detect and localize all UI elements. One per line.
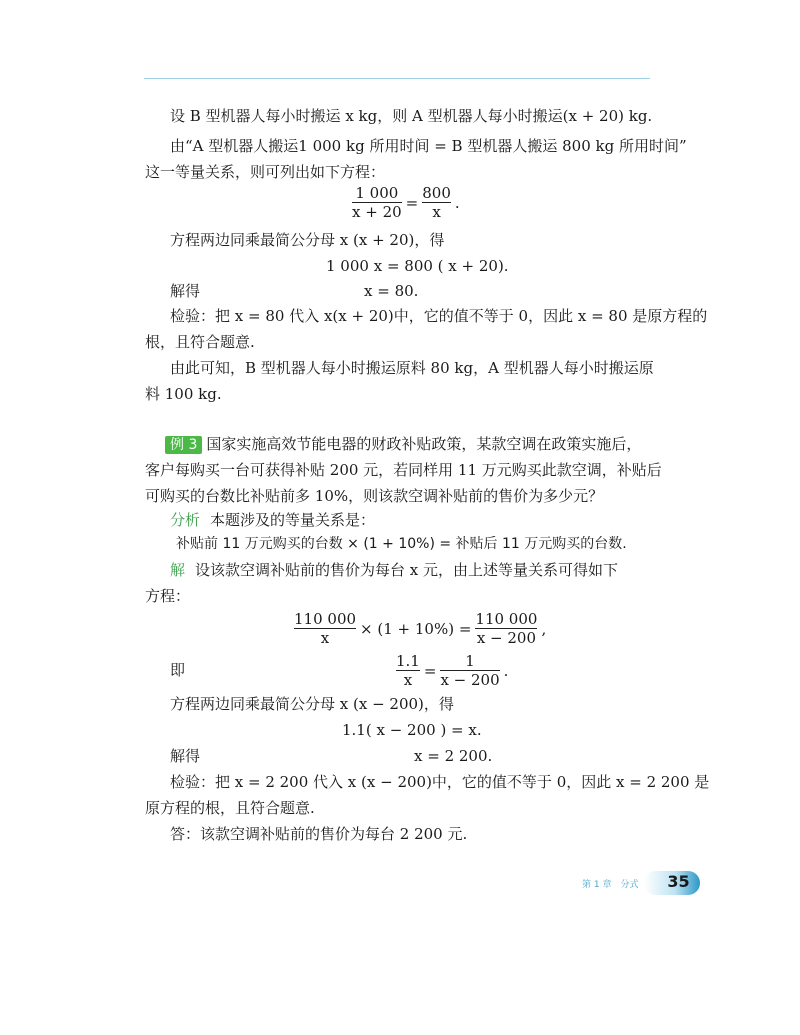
denominator: x − 200 — [440, 671, 500, 689]
denominator: x — [432, 203, 441, 221]
punctuation: , — [541, 619, 547, 638]
solve-label: 解得 — [170, 282, 201, 300]
example-line: 客户每购买一台可获得补贴 200 元，若同样用 11 万元购买此款空调，补贴后 — [145, 461, 662, 479]
fraction — [294, 610, 356, 647]
solve-value: x = 80. — [364, 282, 419, 300]
solve-label: 解得 — [170, 747, 201, 765]
fraction — [352, 184, 402, 221]
numerator: 1 000 — [355, 184, 399, 202]
text-line: 设 B 型机器人每小时搬运 x kg，则 A 型机器人每小时搬运(x + 20) kg. — [170, 107, 653, 125]
relation-line: 补贴前 11 万元购买的台数 × (1 + 10%) = 补贴后 11 万元购买的台数. — [176, 536, 627, 552]
fraction — [422, 184, 451, 221]
text-line: 检验：把 x = 80 代入 x(x + 20)中，它的值不等于 0，因此 x = 80 是原方程的 — [170, 307, 708, 325]
punctuation: . — [454, 193, 460, 212]
numerator: 1 — [465, 652, 475, 670]
text-line: 由此可知，B 型机器人每小时搬运原料 80 kg，A 型机器人每小时搬运原 — [170, 359, 654, 377]
chapter-label: 第 1 章 分式 — [582, 879, 639, 890]
page-footer — [582, 870, 700, 896]
text-line: 方程两边同乘最简公分母 x (x − 200)，得 — [170, 695, 454, 713]
equation-4 — [396, 652, 508, 689]
fraction — [396, 652, 420, 689]
text-line: 方程两边同乘最简公分母 x (x + 20)，得 — [170, 231, 445, 249]
operator-text: × (1 + 10%) = — [360, 619, 472, 638]
text-line: 料 100 kg. — [145, 385, 222, 403]
text-line: 这一等量关系，则可列出如下方程： — [145, 163, 386, 181]
example-line: 可购买的台数比补贴前多 10%，则该款空调补贴前的售价为多少元？ — [145, 487, 604, 505]
solution-line — [170, 560, 618, 580]
text-line: 由“A 型机器人搬运1 000 kg 所用时间 = B 型机器人搬运 800 kg 所用时间” — [170, 137, 687, 155]
numerator: 800 — [422, 184, 451, 202]
numerator: 110 000 — [475, 610, 538, 628]
fraction — [475, 610, 537, 647]
answer-line: 答：该款空调补贴前的售价为每台 2 200 元. — [170, 825, 468, 843]
denominator: x + 20 — [352, 203, 402, 221]
equation-1 — [352, 184, 460, 221]
equation-5: 1.1( x − 200 ) = x. — [342, 721, 482, 739]
page-number-badge — [644, 871, 700, 895]
numerator: 1.1 — [396, 652, 420, 670]
page-number: 35 — [667, 872, 690, 891]
denominator: x — [320, 629, 330, 647]
equation-2: 1 000 x = 800 ( x + 20). — [326, 257, 509, 275]
text-line: 方程： — [145, 587, 191, 605]
numerator: 110 000 — [294, 610, 357, 628]
equals-sign: = — [423, 661, 437, 680]
solve-value: x = 2 200. — [414, 747, 493, 765]
analysis-line — [170, 510, 375, 530]
analysis-label: 分析 — [170, 511, 201, 529]
denominator: x − 200 — [476, 629, 537, 647]
header-rule — [144, 78, 650, 79]
text-line: 检验：把 x = 2 200 代入 x (x − 200)中，它的值不等于 0，因此 x = 2 200 是 — [170, 773, 710, 791]
example-badge: 例 3 — [165, 436, 202, 454]
equals-sign: = — [405, 193, 419, 212]
denominator: x — [403, 671, 413, 689]
punctuation: . — [503, 661, 509, 680]
fraction — [440, 652, 499, 689]
equation-3 — [294, 610, 546, 647]
text-line: 根，且符合题意. — [145, 333, 255, 351]
text-line: 原方程的根，且符合题意. — [145, 799, 315, 817]
example-line — [165, 434, 641, 454]
solution-label: 解 — [170, 561, 186, 579]
solution-text: 设该款空调补贴前的售价为每台 x 元，由上述等量关系可得如下 — [195, 561, 619, 579]
analysis-text: 本题涉及的等量关系是： — [210, 511, 376, 529]
ji-label: 即 — [170, 661, 186, 679]
example-text: 国家实施高效节能电器的财政补贴政策，某款空调在政策实施后， — [206, 435, 642, 453]
